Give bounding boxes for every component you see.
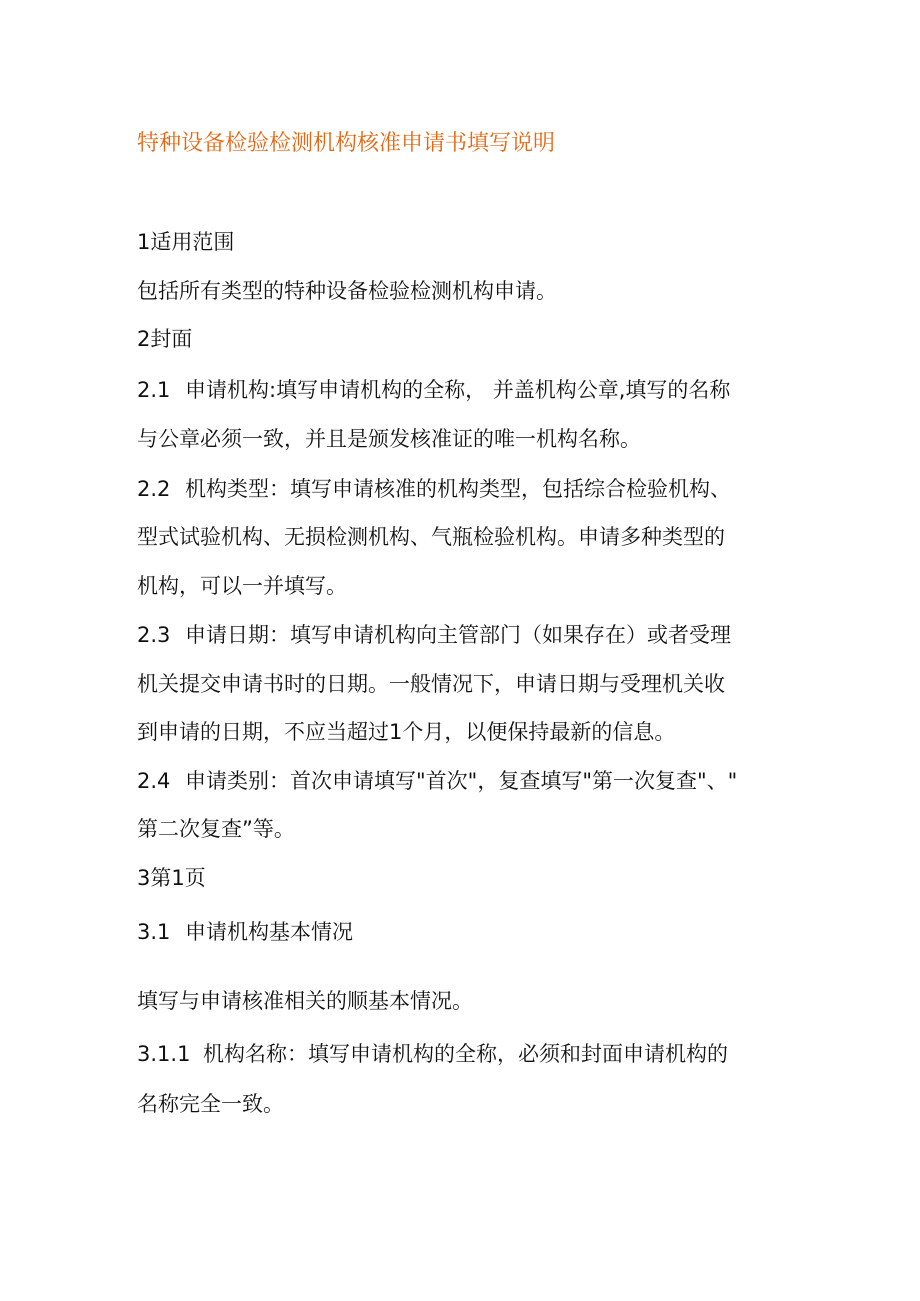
item-2-1-text-1: 申请机构:填写申请机构的全称， 并盖机构公章,填写的名称 <box>185 378 731 402</box>
item-2-3-line-1 <box>137 619 731 651</box>
item-2-3-number: 2.3 <box>137 623 171 647</box>
item-3-1-number: 3.1 <box>137 920 171 944</box>
item-2-4-text-1: 申请类别：首次申请填写"首次"，复查填写"第一次复查"、" <box>185 769 738 793</box>
item-3-1-1-line-1 <box>137 1038 728 1070</box>
item-2-4-number: 2.4 <box>137 769 171 793</box>
item-2-3-line-3: 到申请的日期，不应当超过1个月，以便保持最新的信息。 <box>137 720 676 744</box>
item-3-1-heading <box>137 916 353 948</box>
item-2-2-line-3: 机构，可以一并填写。 <box>137 574 347 598</box>
item-3-1-1-number: 3.1.1 <box>137 1042 191 1066</box>
item-2-2-line-2: 型式试验机构、无损检测机构、气瓶检验机构。申请多种类型的 <box>137 525 725 549</box>
item-3-1-text: 申请机构基本情况 <box>185 920 353 944</box>
item-2-2-number: 2.2 <box>137 477 171 501</box>
item-2-1-line-2: 与公章必须一致，并且是颁发核准证的唯一机构名称。 <box>137 427 641 451</box>
section-1-heading: 1适用范围 <box>137 230 235 254</box>
document-title: 特种设备检验检测机构核准申请书填写说明 <box>137 131 556 156</box>
item-3-1-1-line-2: 名称完全一致。 <box>137 1092 284 1116</box>
item-2-2-text-1: 机构类型：填写申请核准的机构类型，包括综合检验机构、 <box>185 477 731 501</box>
item-2-3-text-1: 申请日期：填写申请机构向主管部门（如果存在）或者受理 <box>185 623 731 647</box>
item-2-2-line-1 <box>137 473 731 505</box>
item-3-1-body: 填写与申请核准相关的顺基本情况。 <box>137 989 473 1013</box>
item-2-4-line-2: 第二次复查”等。 <box>137 817 295 841</box>
section-3-heading: 3第1页 <box>137 866 206 890</box>
item-2-3-line-2: 机关提交申请书时的日期。一般情况下，申请日期与受理机关收 <box>137 672 725 696</box>
item-2-4-line-1 <box>137 765 737 797</box>
section-2-heading: 2封面 <box>137 327 193 351</box>
section-1-body: 包括所有类型的特种设备检验检测机构申请。 <box>137 279 557 303</box>
item-2-1-number: 2.1 <box>137 378 171 402</box>
item-2-1-line-1 <box>137 374 730 406</box>
item-3-1-1-text-1: 机构名称：填写申请机构的全称，必须和封面申请机构的 <box>203 1042 728 1066</box>
